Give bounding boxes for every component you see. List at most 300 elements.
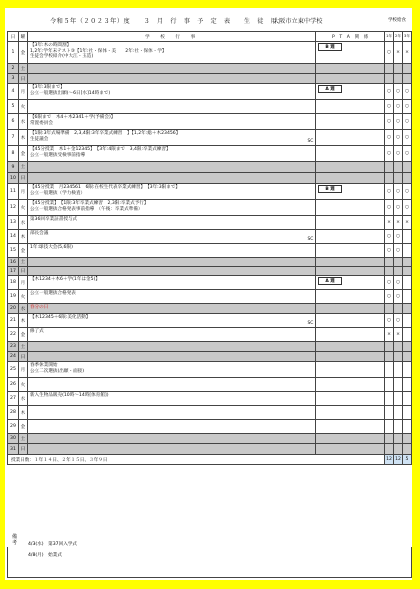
lunch-mark (402, 276, 411, 290)
event-line: 公立一般選抜出願(～6日[水]14時まで) (29, 90, 111, 96)
day-number: 16 (8, 258, 19, 267)
sc-marker: SC (307, 139, 314, 144)
events-cell (27, 230, 315, 244)
day-row (8, 173, 412, 184)
events-cell (27, 84, 315, 100)
weekday: 日 (18, 444, 27, 455)
lunch-mark: ○ (394, 84, 403, 100)
lunch-mark: ○ (402, 146, 411, 162)
pta-cell (316, 74, 385, 84)
weekday: 水 (18, 216, 27, 230)
day-number: 31 (8, 444, 19, 455)
day-number: 1 (8, 42, 19, 64)
events-cell (27, 100, 315, 114)
header-pta: P T A 関 係 (316, 32, 385, 42)
lunch-mark (385, 352, 394, 362)
lunch-mark (402, 342, 411, 352)
event-line: 公立一般選抜（学力検査） (29, 190, 86, 196)
pta-cell (316, 64, 385, 74)
lunch-mark (385, 258, 394, 267)
event-line: 公立一般選抜合格発表事前指導 （午後：卒業式準備） (29, 206, 143, 212)
event-line: 【45分授業】 【1限:3年卒業式練習 2,3限:卒業式予行】 (29, 201, 149, 206)
day-row (8, 444, 412, 455)
lunch-mark (402, 74, 411, 84)
day-number: 30 (8, 434, 19, 444)
pta-cell (316, 184, 385, 200)
pta-cell (316, 173, 385, 184)
header-row (8, 32, 412, 42)
lunch-mark (394, 267, 403, 276)
header-grade3: 3年 (402, 32, 411, 42)
day-number: 29 (8, 420, 19, 434)
events-cell (27, 392, 315, 406)
week-badge: B 週 (318, 43, 341, 51)
lunch-mark (402, 434, 411, 444)
lunch-mark: ○ (394, 200, 403, 216)
lunch-mark (385, 362, 394, 378)
schedule-page (5, 8, 412, 580)
school-name: 大阪市立東中学校 (273, 18, 323, 25)
event-line: 【45分授業 月234561 6限:在校生代表卒業式練習】 【3年:3限まで】 (29, 185, 181, 190)
lunch-mark: × (385, 328, 394, 342)
lunch-mark: ○ (385, 100, 394, 114)
weekday: 土 (18, 342, 27, 352)
weekday: 金 (18, 420, 27, 434)
events-cell (27, 362, 315, 378)
event-line: 修了式 (29, 329, 44, 334)
weekday: 金 (18, 146, 27, 162)
lunch-mark: ○ (394, 244, 403, 258)
lunch-mark (385, 342, 394, 352)
weekday: 水 (18, 304, 27, 314)
events-cell (27, 146, 315, 162)
event-line: 【6限まで 木4＋木2341＋学(予備会)】 (29, 115, 116, 120)
lunch-mark: ○ (402, 200, 411, 216)
events-cell (27, 64, 315, 74)
day-row (8, 314, 412, 328)
lunch-mark (394, 173, 403, 184)
pta-cell (316, 114, 385, 130)
lunch-mark (385, 267, 394, 276)
events-cell (27, 216, 315, 230)
lunch-mark: × (394, 328, 403, 342)
weekday: 土 (18, 258, 27, 267)
pta-cell (316, 392, 385, 406)
lunch-mark: ○ (394, 114, 403, 130)
event-line: 【1限:3年式場準備 2,3,4限:3年卒業式練習 】【1,2年:総＋木23456】 (29, 131, 181, 136)
pta-cell (316, 290, 385, 304)
event-line: 新入生物品販売(10時～14時[体育館]) (29, 393, 109, 398)
lunch-mark (394, 406, 403, 420)
lunch-mark (385, 162, 394, 173)
lunch-mark (402, 444, 411, 455)
header-day: 日 (8, 32, 19, 42)
pta-cell (316, 200, 385, 216)
day-number: 7 (8, 130, 19, 146)
day-number: 21 (8, 314, 19, 328)
lunch-mark: ○ (402, 184, 411, 200)
weekday: 木 (18, 406, 27, 420)
lunch-mark: × (402, 42, 411, 64)
weekday: 土 (18, 64, 27, 74)
pta-cell (316, 314, 385, 328)
lunch-mark (402, 304, 411, 314)
day-row (8, 84, 412, 100)
lunch-mark: × (394, 42, 403, 64)
lunch-mark (385, 434, 394, 444)
weekday: 金 (18, 244, 27, 258)
sc-marker: SC (307, 321, 314, 326)
pta-cell (316, 406, 385, 420)
lunch-mark: × (385, 216, 394, 230)
lunch-mark: ○ (394, 230, 403, 244)
day-number: 12 (8, 200, 19, 216)
events-cell (27, 74, 315, 84)
lunch-mark (394, 434, 403, 444)
events-cell (27, 314, 315, 328)
survey-header: 学校給食 (388, 18, 406, 23)
day-number: 5 (8, 100, 19, 114)
event-line: 【3年:木の時間割】 (29, 43, 72, 48)
events-cell (27, 406, 315, 420)
lunch-mark (394, 444, 403, 455)
lunch-mark: ○ (394, 100, 403, 114)
event-line: 公立一般選抜受検事前指導 (29, 152, 86, 158)
class-days-count: 12 (385, 455, 394, 465)
day-number: 4 (8, 84, 19, 100)
events-cell (27, 267, 315, 276)
events-cell (27, 130, 315, 146)
day-number: 19 (8, 290, 19, 304)
class-days-count: 12 (394, 455, 403, 465)
lunch-mark: ○ (402, 100, 411, 114)
day-number: 27 (8, 392, 19, 406)
note-line: 4/8(月) 始業式 (28, 553, 62, 558)
events-cell (27, 304, 315, 314)
lunch-mark: ○ (385, 276, 394, 290)
day-number: 20 (8, 304, 19, 314)
lunch-mark (394, 420, 403, 434)
day-number: 18 (8, 276, 19, 290)
day-row (8, 290, 412, 304)
lunch-mark (394, 342, 403, 352)
event-line: 春季休業開始 (29, 363, 58, 368)
day-row (8, 100, 412, 114)
lunch-mark (402, 162, 411, 173)
weekday: 日 (18, 74, 27, 84)
weekday: 金 (18, 328, 27, 342)
pta-cell (316, 444, 385, 455)
pta-cell (316, 352, 385, 362)
event-line: 第36回卒業証書授与式 (29, 217, 78, 222)
weekday: 日 (18, 352, 27, 362)
day-row (8, 230, 412, 244)
day-number: 3 (8, 74, 19, 84)
events-cell (27, 276, 315, 290)
lunch-mark (385, 378, 394, 392)
pta-cell (316, 434, 385, 444)
day-row (8, 392, 412, 406)
pta-cell (316, 42, 385, 64)
event-line: 【45分授業 木1＋金12345】 【3年:4限まで 3,4限:卒業式練習】 (29, 147, 171, 152)
lunch-mark (402, 290, 411, 304)
weekday: 火 (18, 290, 27, 304)
day-row (8, 146, 412, 162)
weekday: 火 (18, 378, 27, 392)
lunch-mark: ○ (385, 130, 394, 146)
events-cell (27, 352, 315, 362)
day-number: 23 (8, 342, 19, 352)
day-number: 26 (8, 378, 19, 392)
lunch-mark (385, 74, 394, 84)
lunch-mark (385, 64, 394, 74)
day-row (8, 184, 412, 200)
weekday: 月 (18, 362, 27, 378)
pta-cell (316, 362, 385, 378)
header-weekday: 曜 (18, 32, 27, 42)
day-number: 9 (8, 162, 19, 173)
note-line: 4/3(水) 第37回入学式 (28, 542, 77, 547)
lunch-mark: ○ (385, 84, 394, 100)
day-row (8, 74, 412, 84)
lunch-mark: × (394, 216, 403, 230)
title-bar (5, 14, 412, 28)
header-grade1: 1年 (385, 32, 394, 42)
pta-cell (316, 216, 385, 230)
pta-cell (316, 328, 385, 342)
lunch-mark (385, 304, 394, 314)
pta-cell (316, 162, 385, 173)
pta-cell (316, 267, 385, 276)
day-row (8, 420, 412, 434)
lunch-mark (394, 64, 403, 74)
lunch-mark (394, 362, 403, 378)
events-cell (27, 42, 315, 64)
lunch-mark (402, 64, 411, 74)
event-line: 【木12345＋6限:美化活動】 (29, 315, 91, 320)
lunch-mark: ○ (394, 146, 403, 162)
day-number: 24 (8, 352, 19, 362)
weekday: 金 (18, 42, 27, 64)
events-cell (27, 420, 315, 434)
weekday: 火 (18, 200, 27, 216)
lunch-mark (402, 362, 411, 378)
day-number: 6 (8, 114, 19, 130)
day-row (8, 114, 412, 130)
event-line: 公立二次選抜(出願・面接) (29, 368, 85, 374)
events-cell (27, 200, 315, 216)
day-row (8, 267, 412, 276)
day-number: 14 (8, 230, 19, 244)
day-row (8, 216, 412, 230)
lunch-mark: ○ (385, 290, 394, 304)
day-number: 2 (8, 64, 19, 74)
events-cell (27, 258, 315, 267)
lunch-mark (402, 352, 411, 362)
day-row (8, 258, 412, 267)
events-cell (27, 162, 315, 173)
event-line: 部長会議 (29, 231, 49, 236)
class-days-count: 5 (402, 455, 411, 465)
lunch-mark (394, 162, 403, 173)
pta-cell (316, 130, 385, 146)
lunch-mark: ○ (402, 130, 411, 146)
lunch-mark: ○ (394, 130, 403, 146)
lunch-mark: ○ (385, 114, 394, 130)
day-row (8, 244, 412, 258)
pta-cell (316, 420, 385, 434)
events-cell (27, 444, 315, 455)
pta-cell (316, 276, 385, 290)
pta-cell (316, 84, 385, 100)
event-line: 1,2年:学年末テスト③【1年:社・保体・美 2年:社・保体・学】 (29, 48, 167, 54)
weekday: 土 (18, 434, 27, 444)
pta-cell (316, 258, 385, 267)
weekday: 月 (18, 276, 27, 290)
lunch-mark: × (402, 216, 411, 230)
weekday: 木 (18, 314, 27, 328)
lunch-mark: ○ (385, 146, 394, 162)
day-row (8, 130, 412, 146)
weekday: 月 (18, 84, 27, 100)
day-row (8, 342, 412, 352)
day-row (8, 200, 412, 216)
day-row (8, 406, 412, 420)
lunch-mark (402, 230, 411, 244)
lunch-mark: ○ (394, 314, 403, 328)
lunch-mark (402, 392, 411, 406)
pta-cell (316, 100, 385, 114)
day-row (8, 162, 412, 173)
lunch-mark (385, 406, 394, 420)
lunch-mark (402, 173, 411, 184)
lunch-mark (385, 444, 394, 455)
weekday: 木 (18, 230, 27, 244)
lunch-mark (402, 420, 411, 434)
schedule-table (7, 31, 412, 465)
events-cell (27, 434, 315, 444)
weekday: 木 (18, 130, 27, 146)
event-line: 【3年:3限まで】 (29, 85, 65, 90)
lunch-mark: ○ (385, 200, 394, 216)
event-line: 生徒議会 (29, 136, 49, 142)
event-line: 【木1234＋木6＋学(1年は金5)】 (29, 277, 100, 282)
lunch-mark (402, 258, 411, 267)
event-line: 生徒会学校紹介(中大江・玉造) (29, 54, 94, 60)
lunch-mark (394, 304, 403, 314)
events-cell (27, 173, 315, 184)
day-number: 13 (8, 216, 19, 230)
week-badge: A 週 (318, 85, 341, 93)
day-row (8, 328, 412, 342)
lunch-mark (402, 267, 411, 276)
pta-cell (316, 304, 385, 314)
sc-marker: SC (307, 237, 314, 242)
class-days-text: 授業日数：１年１４日、２年１５日、３年９日 (8, 455, 385, 465)
weekday: 水 (18, 114, 27, 130)
class-days-row (8, 455, 412, 465)
weekday: 土 (18, 162, 27, 173)
lunch-mark (385, 420, 394, 434)
lunch-mark (402, 314, 411, 328)
day-number: 11 (8, 184, 19, 200)
lunch-mark: ○ (402, 114, 411, 130)
lunch-mark (402, 244, 411, 258)
lunch-mark: ○ (385, 184, 394, 200)
weekday: 月 (18, 184, 27, 200)
lunch-mark: ○ (394, 290, 403, 304)
event-line: 公立一般選抜合格発表 (29, 291, 76, 296)
weekday: 日 (18, 173, 27, 184)
lunch-mark (394, 378, 403, 392)
day-row (8, 362, 412, 378)
day-row (8, 304, 412, 314)
lunch-mark (402, 328, 411, 342)
lunch-mark: ○ (385, 244, 394, 258)
lunch-mark: ○ (394, 184, 403, 200)
weekday: 日 (18, 267, 27, 276)
lunch-mark (402, 378, 411, 392)
weekday: 水 (18, 392, 27, 406)
events-cell (27, 114, 315, 130)
lunch-mark (394, 392, 403, 406)
lunch-mark (394, 258, 403, 267)
notes-section (7, 534, 412, 578)
day-number: 10 (8, 173, 19, 184)
notes-label: 備考 (12, 534, 18, 546)
lunch-mark (402, 406, 411, 420)
day-row (8, 378, 412, 392)
page-title: 令和５年（２０２３年）度 ３ 月 行 事 予 定 表 生 徒 用 (50, 18, 278, 25)
pta-cell (316, 378, 385, 392)
header-events: 学 校 行 事 (27, 32, 315, 42)
event-line: 1年:球技大会(5,6限) (29, 245, 73, 250)
events-cell (27, 290, 315, 304)
events-cell (27, 328, 315, 342)
day-row (8, 352, 412, 362)
day-number: 25 (8, 362, 19, 378)
week-badge: B 週 (318, 185, 341, 193)
events-cell (27, 184, 315, 200)
pta-cell (316, 342, 385, 352)
day-row (8, 42, 412, 64)
lunch-mark: ○ (385, 314, 394, 328)
day-row (8, 64, 412, 74)
day-number: 22 (8, 328, 19, 342)
week-badge: A 週 (318, 277, 341, 285)
day-row (8, 434, 412, 444)
header-grade2: 2年 (394, 32, 403, 42)
day-number: 15 (8, 244, 19, 258)
lunch-mark: ○ (385, 42, 394, 64)
weekday: 火 (18, 100, 27, 114)
day-number: 17 (8, 267, 19, 276)
lunch-mark: ○ (394, 276, 403, 290)
pta-cell (316, 146, 385, 162)
lunch-mark (385, 392, 394, 406)
day-row (8, 276, 412, 290)
lunch-mark (385, 173, 394, 184)
lunch-mark (394, 352, 403, 362)
lunch-mark: ○ (402, 84, 411, 100)
event-line: 常置委員会 (29, 120, 53, 126)
lunch-mark (394, 74, 403, 84)
day-number: 28 (8, 406, 19, 420)
day-number: 8 (8, 146, 19, 162)
lunch-mark: ○ (385, 230, 394, 244)
pta-cell (316, 230, 385, 244)
event-line: 春分の日 (29, 305, 49, 310)
